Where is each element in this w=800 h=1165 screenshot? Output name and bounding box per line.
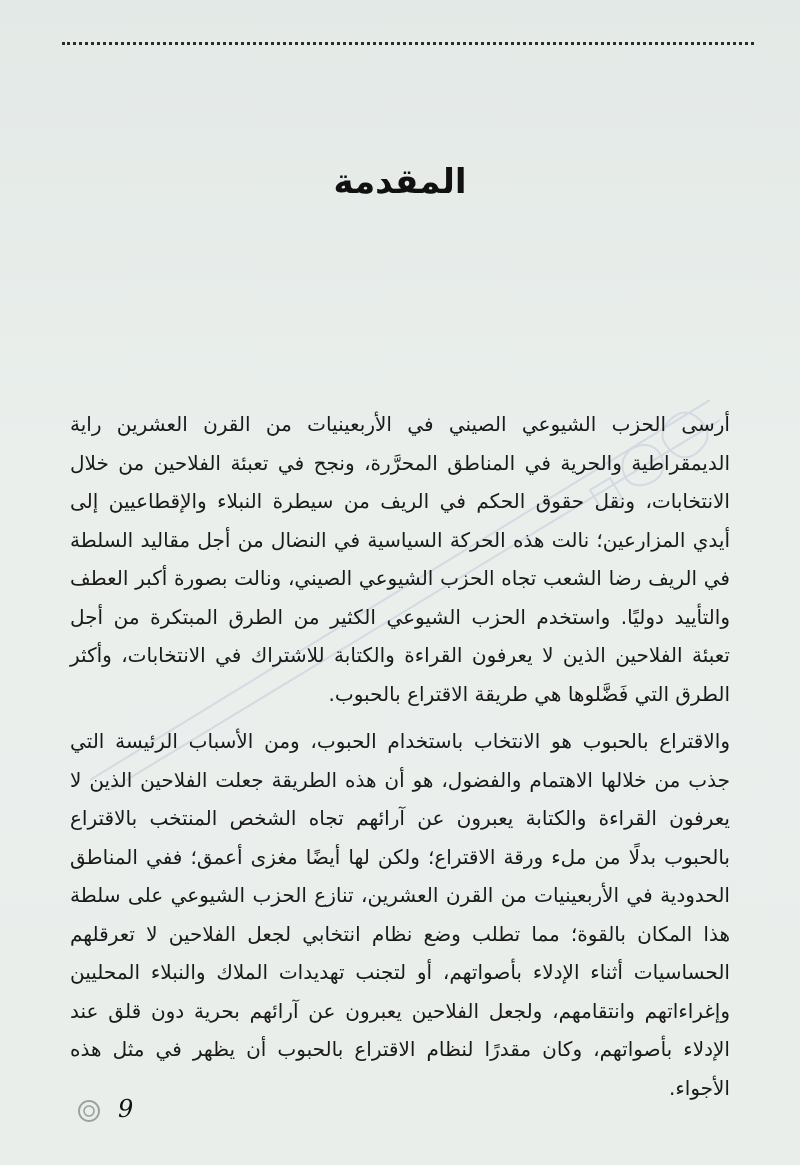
circle-ornament-icon xyxy=(76,1098,102,1124)
chapter-title: المقدمة xyxy=(333,162,467,202)
paragraph: أرسى الحزب الشيوعي الصيني في الأربعينيات من القرن العشرين راية الديمقراطية والحرية في المناطق المحرَّرة، ونجح في تعبئة الفلاحين من خلال الانتخابات، ونقل حقوق الحكم في الريف من سيطرة النبلاء والإقطاعيين إلى أيدي المزارعين؛ نالت هذه الحركة السياسية في النضال من أجل مقاليد السلطة في الريف رضا الشعب تجاه الحزب الشيوعي الصيني، ونالت بصورة أكبر العطف والتأييد دوليًا. واستخدم الحزب الشيوعي الكثير من الطرق المبتكرة من أجل تعبئة الفلاحين الذين لا يعرفون القراءة والكتابة للاشتراك في الانتخابات، وأكثر الطرق التي فَضَّلوها هي طريقة الاقتراع بالحبوب. xyxy=(70,412,730,706)
paragraph: والاقتراع بالحبوب هو الانتخاب باستخدام الحبوب، ومن الأسباب الرئيسة التي جذب من خلالها الاهتمام والفضول، هو أن هذه الطريقة جعلت الفلاحين الذين لا يعرفون القراءة والكتابة يعبرون عن آرائهم تجاه الشخص المنتخب بالاقتراع بالحبوب بدلًا من ملء ورقة الاقتراع؛ ولكن لها أيضًا مغزى أعمق؛ ففي المناطق الحدودية في الأربعينيات من القرن العشرين، تنازع الحزب الشيوعي على سلطة هذا المكان بالقوة؛ مما تطلب وضع نظام انتخابي لجعل الفلاحين لا تعرقلهم الحساسيات أثناء الإدلاء بأصواتهم، أو لتجنب تهديدات الملاك والنبلاء المحليين وإغراءاتهم وانتقامهم، ولجعل الفلاحين يعبرون عن آرائهم بحرية دون قلق عند الإدلاء بأصواتهم، وكان مقدرًا لنظام الاقتراع بالحبوب أن يظهر في مثل هذه الأجواء. xyxy=(70,729,730,1100)
header-dotted-rule xyxy=(62,42,754,45)
chapter-body xyxy=(70,405,730,1116)
page-number: 9 xyxy=(118,1095,134,1123)
